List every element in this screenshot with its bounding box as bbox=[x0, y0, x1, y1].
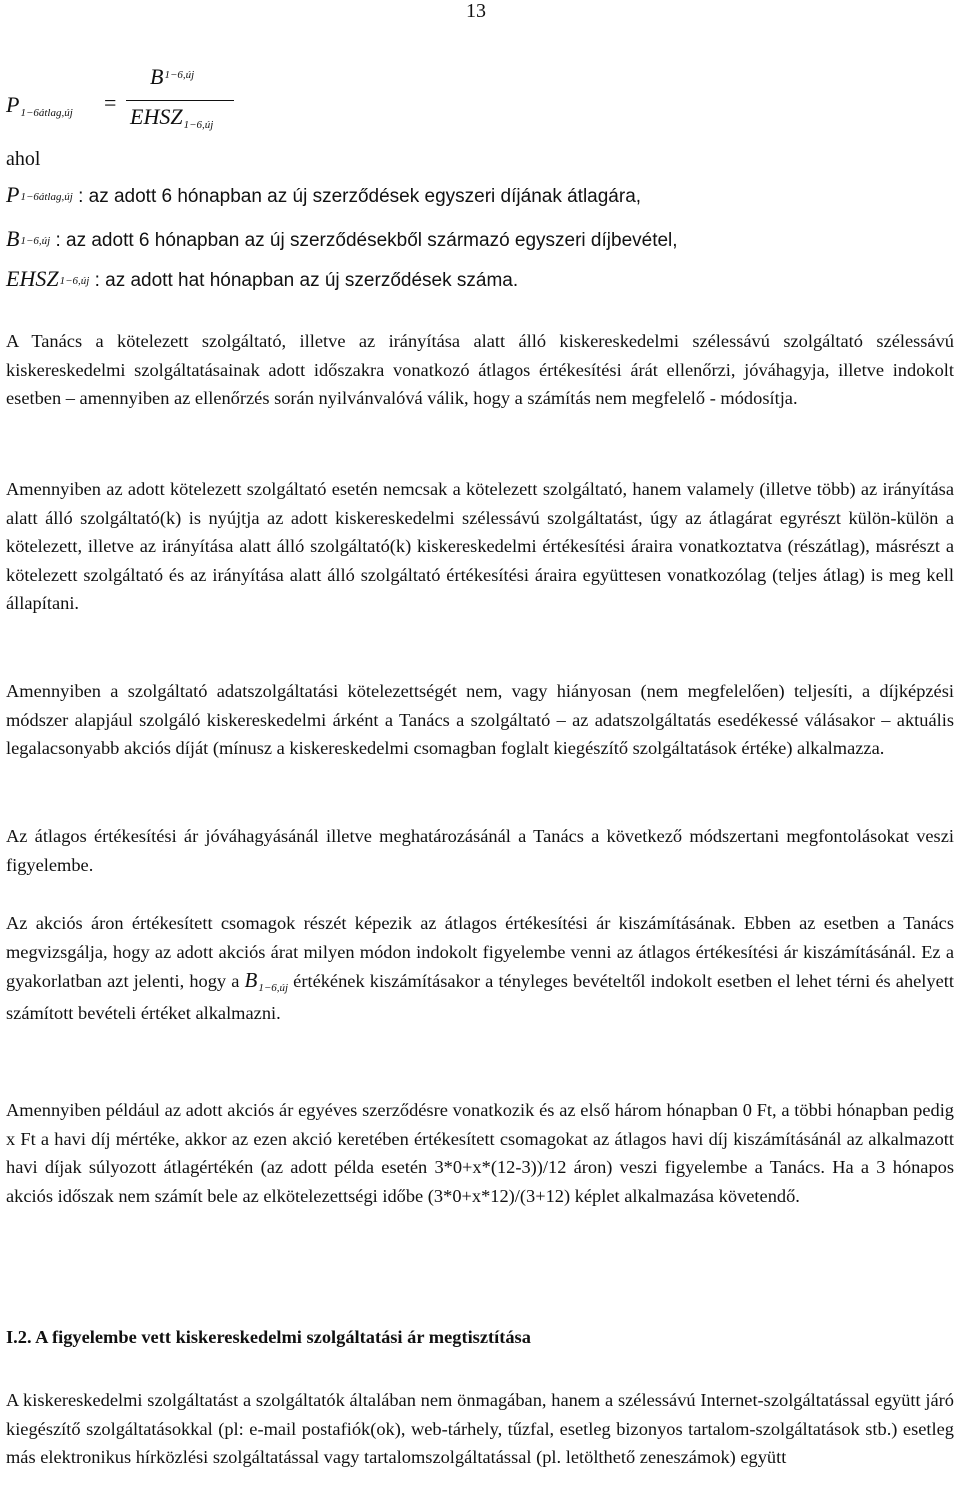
formula-equals: = bbox=[104, 90, 117, 115]
formula-numerator bbox=[150, 64, 194, 90]
paragraph-controlled-providers: Amennyiben az adott kötelezett szolgáltató esetén nemcsak a kötelezett szolgáltató, hanem valamely (illetve több) az irányítása alatt álló szolgáltató(k) is nyújtja az adott kiskereskedelmi szélessávú szolgáltatást, úgy az átlagárat egyrészt külön-külön a kötelezett, illetve az irányítása alatt álló szolgáltató(k) kiskereskedelmi értékesítési áraira vonatkoztatva (részátlag), másrészt a kötelezett szolgáltató és az irányítása alatt álló szolgáltató értékesítési áraira együttesen vonatkozólag (teljes átlag) is meg kell állapítani. bbox=[6, 479, 954, 614]
inline-b-subscript: 1−6,új bbox=[258, 982, 289, 995]
paragraph-missing-data: Amennyiben a szolgáltató adatszolgáltatási kötelezettségét nem, vagy hiányosan (nem megfelelően) teljesíti, a díjképzési módszer alapjául szolgáló kiskereskedelmi árként a Tanács a szolgáltató – az adatszolgáltatás esedékessé válásakor – aktuális legalacsonyabb akciós díját (mínusz a kiskereskedelmi csomagban foglalt kiegészítő szolgáltatások értéke) alkalmazza. bbox=[6, 681, 954, 759]
definition-symbol bbox=[6, 226, 50, 251]
definition-symbol bbox=[6, 266, 89, 291]
inline-b-letter: B bbox=[244, 968, 258, 993]
page-number: 13 bbox=[466, 0, 486, 22]
paragraph-bundled-services: A kiskereskedelmi szolgáltatást a szolgáltatók általában nem önmagában, hanem a szélessávú Internet-szolgáltatással együtt járó kiegészítő szolgáltatásokkal (pl: e-mail postafiók(ok), web-tárhely, tűzfal, esetleg bizonyos tartalom-szolgáltatások stb.) esetleg más elektronikus hírközlési szolgáltatással vagy tartalomszolgáltatással (pl. letölthető zeneszámok) együtt bbox=[6, 1390, 954, 1468]
formula-lhs-subscript: 1−6átlag,új bbox=[20, 107, 73, 119]
paragraph-example-calculation: Amennyiben például az adott akciós ár egyéves szerződésre vonatkozik és az első három hónapban 0 Ft, a többi hónapban pedig x Ft a havi díj mértéke, akkor az ezen akció keretében értékesített csomagokat az átlagos havi díj kiszámításánál az alkalmazott havi díjak súlyozott átlagértékén (az adott példa esetén 3*0+x*(12-3))/12 áron) veszi figyelembe a Tanács. Ha a 3 hónapos akciós időszak nem számít bele az elkötelezettségi időbe (3*0+x*12)/(3+12) képlet alkalmazása követendő. bbox=[6, 1100, 954, 1206]
formula-den-symbol: EHSZ bbox=[130, 104, 183, 129]
inline-b-symbol bbox=[244, 968, 289, 995]
definition-symbol bbox=[6, 182, 73, 207]
section-heading: I.2. A figyelembe vett kiskereskedelmi szolgáltatási ár megtisztítása bbox=[6, 1327, 531, 1347]
definition-symbol-subscript: 1−6,új bbox=[20, 235, 51, 247]
formula-denominator bbox=[130, 104, 213, 130]
definition-symbol-letter: P bbox=[6, 182, 20, 207]
paragraph-council-verification: A Tanács a kötelezett szolgáltató, illetve az irányítása alatt álló kiskereskedelmi szélessávú szolgáltató szélessávú kiskereskedelmi szolgáltatásainak adott időszakra vonatkozó átlagos értékesítési árát ellenőrzi, jóváhagyja, illetve indokolt esetben – amennyiben az ellenőrzés során nyilvánvalóvá válik, hogy a számítás nem megfelelő - módosítja. bbox=[6, 331, 954, 409]
definition-symbol-subscript: 1−6,új bbox=[59, 275, 90, 287]
definition-symbol-letter: B bbox=[6, 226, 20, 251]
definition-symbol-subscript: 1−6átlag,új bbox=[20, 191, 73, 203]
formula-lhs bbox=[6, 92, 73, 118]
paragraph-methodology-intro: Az átlagos értékesítési ár jóváhagyásánál illetve meghatározásánál a Tanács a következő módszertani megfontolásokat veszi figyelembe. bbox=[6, 826, 954, 875]
definition-row bbox=[6, 182, 641, 208]
average-price-formula bbox=[6, 64, 266, 144]
paragraph-text-part-2: értékének kiszámításakor a tényleges bevételtől indokolt esetben el lehet térni és ahelyett számított bevételi értéket alkalmazni. bbox=[6, 971, 954, 1023]
ahol-label: ahol bbox=[6, 148, 41, 170]
formula-num-symbol: B bbox=[150, 64, 164, 89]
paragraph-text-part-1: Az akciós áron értékesített csomagok részét képezik az átlagos értékesítési ár kiszámításának. Ebben az esetben a Tanács megvizsgálja, hogy az adott akciós árat milyen módon indokolt figyelembe venni az átlagos értékesítési ár kiszámításánál. Ez a gyakorlatban azt jelenti, hogy a bbox=[6, 913, 954, 992]
definition-text: : az adott hat hónapban az új szerződések száma. bbox=[89, 270, 519, 291]
formula-num-subscript: 1−6,új bbox=[164, 69, 195, 81]
definition-text: : az adott 6 hónapban az új szerződések egyszeri díjának átlagára, bbox=[72, 186, 642, 207]
formula-den-subscript: 1−6,új bbox=[183, 119, 214, 131]
definition-row bbox=[6, 266, 518, 292]
definition-row bbox=[6, 226, 678, 252]
paragraph-promotional-prices bbox=[6, 909, 954, 1027]
fraction-bar bbox=[126, 100, 234, 101]
definition-text: : az adott 6 hónapban az új szerződésekből származó egyszeri díjbevétel, bbox=[50, 230, 678, 251]
definition-symbol-letter: EHSZ bbox=[6, 266, 59, 291]
formula-lhs-symbol: P bbox=[6, 92, 20, 117]
